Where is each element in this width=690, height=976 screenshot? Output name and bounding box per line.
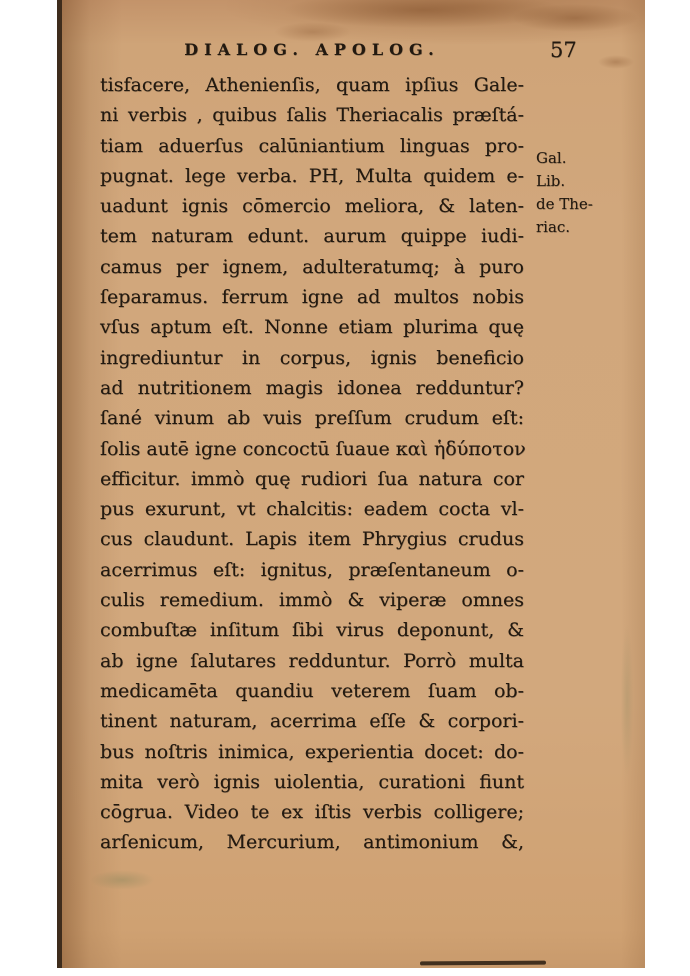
text-line: tinent naturam, acerrima eſſe & corpori- <box>100 710 524 733</box>
margin-note-line: riac. <box>536 218 571 236</box>
text-line: cōgrua. Video te ex iſtis verbis colligere; <box>100 801 524 824</box>
text-line: culis remedium. immò & viperæ omnes <box>100 589 524 612</box>
margin-note-line: de The- <box>536 195 593 213</box>
text-line: medicamēta quandiu veterem ſuam ob- <box>100 679 524 702</box>
text-line: ingrediuntur in corpus, ignis beneficio <box>100 346 524 369</box>
text-line: cus claudunt. Lapis item Phrygius crudus <box>100 528 524 551</box>
text-line: tiam aduerſus calūniantium linguas pro- <box>100 134 524 157</box>
text-line: bus noſtris inimica, experientia docet: do- <box>100 740 524 763</box>
text-line: combuſtæ inſitum ſibi virus deponunt, & <box>100 619 524 642</box>
text-line: efficitur. immò quę rudiori ſua natura cor <box>100 467 524 490</box>
text-line: ni verbis , quibus ſalis Theriacalis præſtá- <box>100 104 524 127</box>
margin-note <box>536 147 641 239</box>
text-line: arſenicum, Mercurium, antimonium &, <box>100 831 524 854</box>
text-line: mita verò ignis uiolentia, curationi fiunt <box>100 770 524 793</box>
text-line: uadunt ignis cōmercio meliora, & laten- <box>100 195 524 218</box>
text-line: ſané vinum ab vuis preſſum crudum eſt: <box>100 407 524 430</box>
text-line: camus per ignem, adulteratumq; à puro <box>100 255 524 278</box>
text-line: pugnat. lege verba. PH, Multa quidem e- <box>100 164 524 187</box>
text-line: ab igne ſalutares redduntur. Porrò multa <box>100 649 524 672</box>
page-header <box>62 40 645 66</box>
scan-artifact-line <box>420 961 546 966</box>
body-text <box>100 70 524 858</box>
margin-note-line: Lib. <box>536 172 566 190</box>
margin-note-line: Gal. <box>536 149 567 167</box>
book-page <box>57 0 645 968</box>
text-line: tisfacere, Athenienſis, quam ipſius Gale- <box>100 74 524 96</box>
text-line: ſeparamus. ferrum igne ad multos nobis <box>100 286 524 309</box>
text-line: vſus aptum eſt. Nonne etiam plurima quę <box>100 316 524 339</box>
text-line: tem naturam edunt. aurum quippe iudi- <box>100 225 524 248</box>
text-line: ad nutritionem magis idonea redduntur? <box>100 376 524 399</box>
text-line: pus exurunt, vt chalcitis: eadem cocta vl- <box>100 498 524 521</box>
page-number: 57 <box>550 38 577 62</box>
text-line: ſolis autē igne concoctū ſuaue καὶ ἡδύποτον <box>100 437 526 460</box>
running-title: DIALOG. APOLOG. <box>184 40 440 59</box>
text-line: acerrimus eſt: ignitus, præſentaneum o- <box>100 558 524 581</box>
